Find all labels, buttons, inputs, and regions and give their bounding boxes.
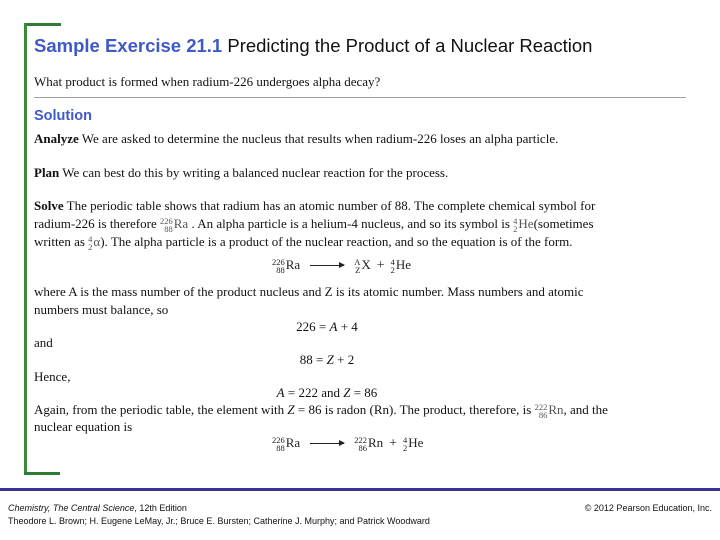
and-text: and xyxy=(34,335,53,350)
atomic-number: 88 xyxy=(164,224,173,235)
nuclide-rn222 xyxy=(535,401,564,419)
nuclide-he4 xyxy=(513,215,533,233)
atomic-balance-right: + 2 xyxy=(333,352,355,367)
question-text: What product is formed when radium-226 undergoes alpha decay? xyxy=(34,74,381,89)
nuclide-ra226 xyxy=(272,435,300,452)
general-decay-equation xyxy=(272,257,411,274)
atomic-number: 88 xyxy=(276,265,285,276)
z-variable: Z xyxy=(287,402,295,417)
footer-copyright: © 2012 Pearson Education, Inc. xyxy=(584,503,712,513)
footer-divider xyxy=(0,488,720,491)
atomic-balance-equation xyxy=(34,351,620,369)
mass-number: 226 xyxy=(159,216,173,227)
result-equation xyxy=(34,384,620,402)
nuclide-he4 xyxy=(403,435,423,452)
mass-number: 222 xyxy=(534,402,548,413)
frame-bracket-bottom xyxy=(24,472,60,475)
atomic-balance-left: 88 = xyxy=(299,352,327,367)
analyze-label: Analyze xyxy=(34,131,79,146)
plus-sign: + xyxy=(389,435,398,451)
solve-text-3b: ). The alpha particle is a product of the nuclear reaction, and so the equation is of the form. xyxy=(100,234,573,249)
atomic-number: 88 xyxy=(276,443,285,454)
element-symbol: Rn xyxy=(548,402,564,417)
book-edition: , 12th Edition xyxy=(134,503,187,513)
plan-text: We can best do this by writing a balanced nuclear reaction for the process. xyxy=(59,165,449,180)
solve-label: Solve xyxy=(34,198,64,213)
again-text-a: Again, from the periodic table, the element with xyxy=(34,402,288,417)
mass-number: A xyxy=(354,257,361,268)
reaction-arrow-icon xyxy=(310,265,344,266)
again-line-1 xyxy=(34,401,608,419)
atomic-number: 86 xyxy=(358,443,367,454)
atomic-number: 2 xyxy=(88,242,93,253)
atomic-variable: Z xyxy=(326,352,334,367)
mass-number: 4 xyxy=(403,435,408,446)
nuclide-ra226 xyxy=(272,257,300,274)
atomic-number: Z xyxy=(355,265,361,276)
nuclide-ra226 xyxy=(160,215,188,233)
radon-decay-equation xyxy=(272,435,423,452)
again-text-b: = 86 is radon (Rn). The product, therefore, is xyxy=(294,402,535,417)
a-value: = 222 and xyxy=(284,385,344,400)
z-variable: Z xyxy=(343,385,351,400)
solve-text-2a: radium-226 is therefore xyxy=(34,216,160,231)
solve-paragraph-line1 xyxy=(34,197,595,215)
mass-number: 4 xyxy=(88,234,93,245)
exercise-number: Sample Exercise 21.1 xyxy=(34,35,223,56)
element-symbol: He xyxy=(408,435,424,450)
mass-number: 226 xyxy=(272,257,285,268)
element-symbol: He xyxy=(518,216,534,231)
element-symbol: Ra xyxy=(173,216,189,231)
where-line-1: where A is the mass number of the product nucleus and Z is its atomic number. Mass numbers and atomic xyxy=(34,284,584,299)
z-value: = 86 xyxy=(350,385,378,400)
solution-heading: Solution xyxy=(34,108,92,124)
footer-authors: Theodore L. Brown; H. Eugene LeMay, Jr.; Bruce E. Bursten; Catherine J. Murphy; and Patrick Woodward xyxy=(8,516,430,526)
hence-text: Hence, xyxy=(34,369,71,384)
solve-paragraph-line3 xyxy=(34,233,573,251)
nuclide-he4 xyxy=(391,257,411,274)
solve-text-2c: (sometimes xyxy=(533,216,594,231)
exercise-title: Predicting the Product of a Nuclear Reaction xyxy=(222,35,593,56)
where-line-2: numbers must balance, so xyxy=(34,302,169,317)
element-symbol: Ra xyxy=(285,257,301,272)
element-symbol: X xyxy=(361,257,371,272)
solve-paragraph-line2 xyxy=(34,215,594,233)
divider xyxy=(34,97,686,98)
analyze-paragraph xyxy=(34,130,558,148)
a-variable: A xyxy=(276,385,285,400)
footer-book-title xyxy=(8,503,187,513)
frame-bracket-top xyxy=(24,23,61,26)
element-symbol: Ra xyxy=(285,435,301,450)
mass-balance-left: 226 = xyxy=(296,319,330,334)
mass-balance-right: + 4 xyxy=(337,319,358,334)
solve-text-1: The periodic table shows that radium has an atomic number of 88. The complete chemical symbol for xyxy=(63,198,596,213)
plus-sign: + xyxy=(376,257,385,273)
analyze-text: We are asked to determine the nucleus that results when radium-226 loses an alpha particle. xyxy=(78,131,559,146)
book-title: Chemistry, The Central Science xyxy=(8,503,135,513)
nuclide-alpha xyxy=(88,233,100,251)
nuclide-x xyxy=(354,257,371,274)
mass-number: 4 xyxy=(513,216,518,227)
atomic-number: 86 xyxy=(538,410,548,421)
frame-bracket-left xyxy=(24,23,27,475)
mass-number: 4 xyxy=(390,257,395,268)
element-symbol: Rn xyxy=(367,435,384,450)
nuclide-rn222 xyxy=(354,435,383,452)
atomic-number: 2 xyxy=(403,443,408,454)
plan-label: Plan xyxy=(34,165,60,180)
reaction-arrow-icon xyxy=(310,443,344,444)
mass-balance-equation xyxy=(34,318,620,336)
solve-text-3a: written as xyxy=(34,234,89,249)
atomic-number: 2 xyxy=(513,224,518,235)
atomic-number: 2 xyxy=(390,265,395,276)
page-title xyxy=(34,35,592,57)
mass-number: 222 xyxy=(354,435,367,446)
plan-paragraph xyxy=(34,164,448,182)
again-line-2: nuclear equation is xyxy=(34,419,133,434)
alpha-symbol: α xyxy=(93,234,101,249)
solve-text-2b: . An alpha particle is a helium-4 nucleus, and so its symbol is xyxy=(188,216,514,231)
mass-variable: A xyxy=(329,319,338,334)
element-symbol: He xyxy=(395,257,412,272)
again-text-c: , and the xyxy=(563,402,608,417)
mass-number: 226 xyxy=(272,435,285,446)
